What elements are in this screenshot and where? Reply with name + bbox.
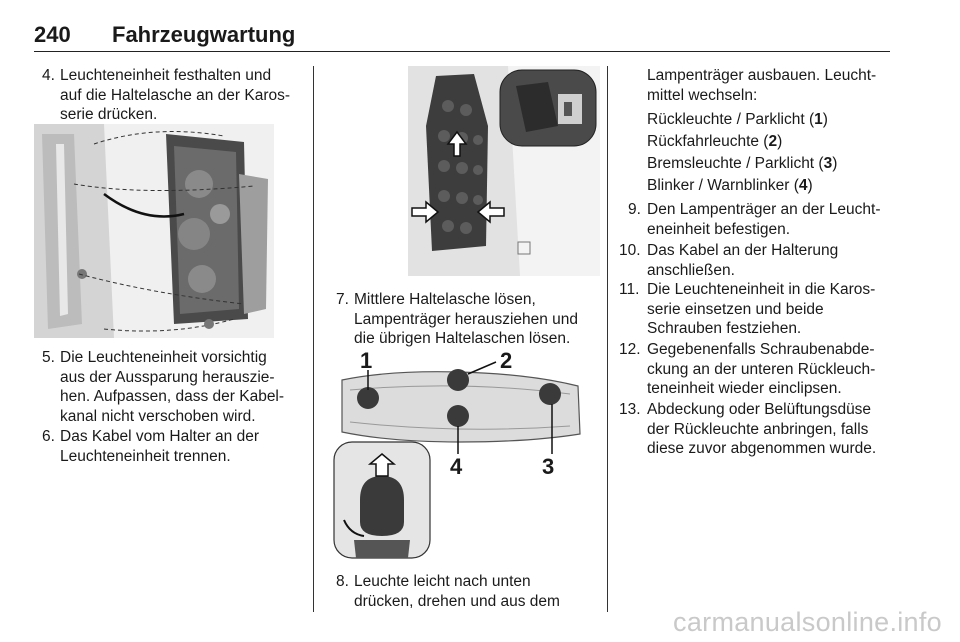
bulb-label-3: 3 [542,454,555,479]
bulb-label-2: 2 [500,350,513,373]
bulb-holder-figure [408,66,600,276]
bulb-item-4: Blinker / Warnblinker (4) [647,177,813,194]
chapter-title: Fahrzeugwartung [112,22,296,47]
taillight-removal-figure [34,124,274,338]
column-divider-2 [607,66,608,612]
bulb-item-3: Bremsleuchte / Parklicht (3) [647,155,838,172]
watermark: carmanualsonline.info [673,607,942,637]
bulb-item-1: Rückleuchte / Parklicht (1) [647,111,828,128]
bulb-label-4: 4 [450,454,463,479]
page-number: 240 [34,22,71,47]
column-divider-1 [313,66,314,612]
bulb-label-1: 1 [360,350,373,373]
bulb-item-2: Rückfahrleuchte (2) [647,133,783,150]
step-8-continued: Lampenträger ausbauen. Leucht- mittel wechseln: [647,67,877,104]
page-header [34,22,890,52]
bulb-positions-figure [330,350,592,560]
